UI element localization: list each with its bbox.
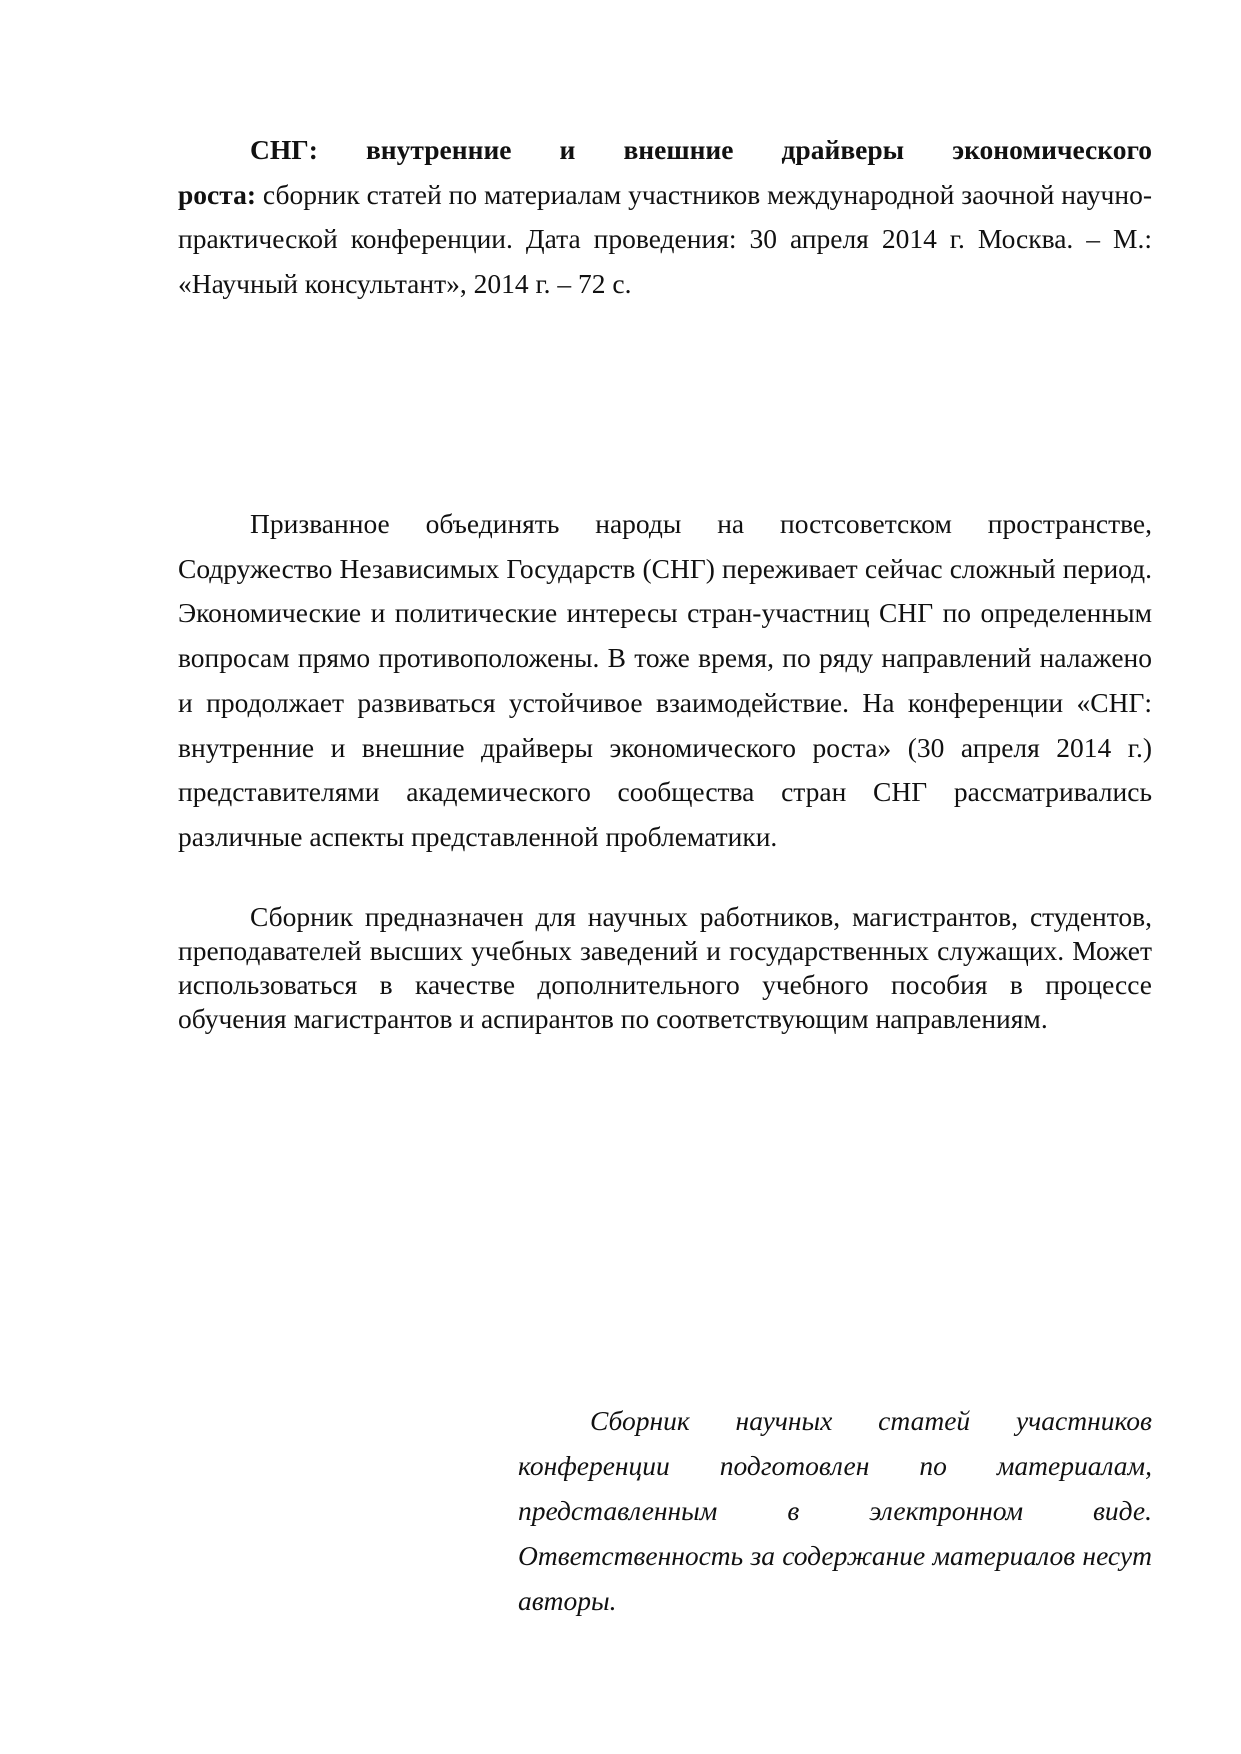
annotation-paragraph: Призванное объединять народы на постсоветском пространстве, Содружество Независимых Государств (СНГ) переживает сейчас сложный период. Экономические и политические интересы стран-участниц СНГ по определенным вопросам прямо противоположены. В тоже время, по ряду направлений налажено и продолжает развиваться устойчивое взаимодействие. На конференции «СНГ: внутренние и внешние драйверы экономического роста» (30 апреля 2014 г.) представителями академического сообщества стран СНГ рассматривались различные аспекты представленной проблематики. — [178, 508, 1152, 852]
bibliographic-description: сборник статей по материалам участников международной заочной научно-практической конференции. Дата проведения: 30 апреля 2014 г. Москва. – М.: «Научный консультант», 2014 г. – 72 с. — [178, 178, 1152, 299]
purpose-paragraph: Сборник предназначен для научных работников, магистрантов, студентов, преподавателей высших учебных заведений и государственных служащих. Может использоваться в качестве дополнительного учебного пособия в процессе обучения магистрантов и аспирантов по соответствующим направлениям. — [178, 901, 1152, 1034]
collection-title-main: СНГ: внутренние и внешние драйверы экономического — [250, 134, 1152, 165]
collection-title-end: роста: — [178, 178, 257, 210]
bibliographic-entry — [178, 128, 1152, 306]
responsibility-note: Сборник научных статей участников конференции подготовлен по материалам, представленным в электронном виде. Ответственность за содержание материалов несут авторы. — [518, 1405, 1152, 1616]
